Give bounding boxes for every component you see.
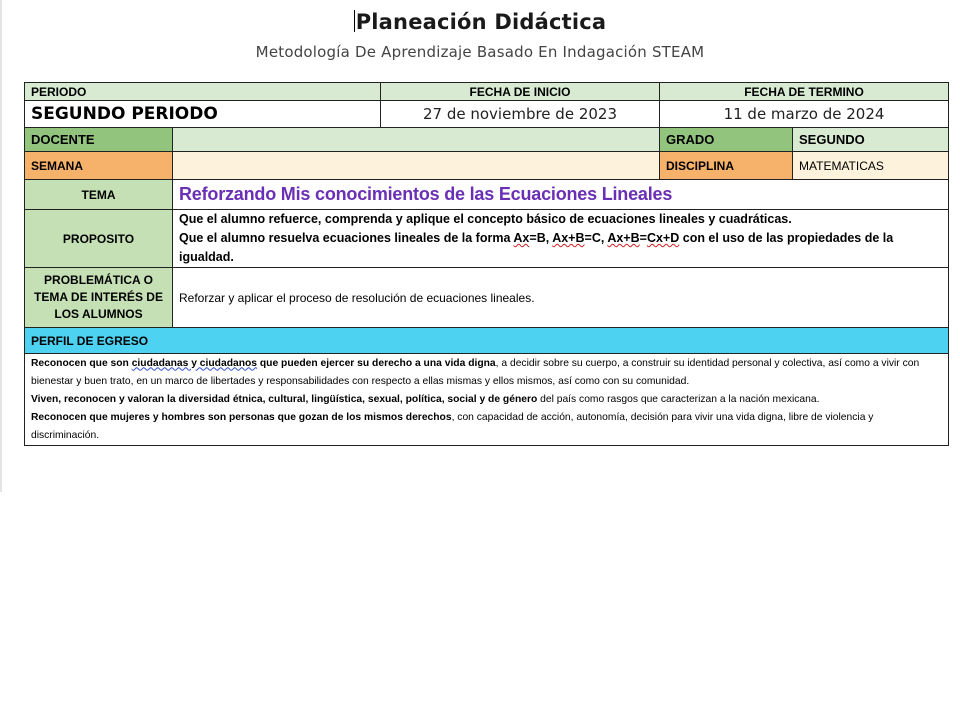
perfil-bold-text: ciudadanas y ciudadanos [131, 357, 258, 369]
perfil-text: del país como rasgos que caracterizan a la nación mexicana. [537, 393, 820, 405]
perfil-paragraph-3 [31, 409, 942, 445]
proposito-text: =C, [584, 231, 608, 245]
proposito-value[interactable] [173, 210, 949, 268]
proposito-text: = [639, 231, 647, 245]
perfil-bold-text: Reconocen que son [31, 357, 132, 369]
formula-ax: Ax [513, 231, 530, 245]
page-edge-line [0, 0, 2, 492]
proposito-text: con el uso de las propiedades de la igualdad. [179, 231, 894, 264]
perfil-bold-text: que pueden ejercer su derecho a una vida digna [257, 357, 496, 369]
docente-label: DOCENTE [25, 128, 173, 152]
fecha-inicio-value[interactable]: 27 de noviembre de 2023 [381, 101, 660, 128]
docente-value[interactable] [173, 128, 660, 152]
fecha-termino-label: FECHA DE TERMINO [660, 83, 949, 101]
perfil-bold-text: Viven, reconocen y valoran la diversidad étnica, cultural, lingüística, sexual, política, social y de género [31, 393, 538, 405]
text-cursor [354, 10, 355, 32]
grado-label: GRADO [660, 128, 793, 152]
perfil-bold-text: Reconocen que mujeres y hombres son personas que gozan de los mismos derechos [31, 411, 452, 423]
perfil-paragraph-1 [31, 355, 942, 391]
perfil-paragraph-2 [31, 391, 942, 409]
periodo-value[interactable]: SEGUNDO PERIODO [25, 101, 381, 128]
document-title-text: Planeación Didáctica [355, 10, 607, 34]
proposito-label: PROPOSITO [25, 210, 173, 268]
semana-value[interactable] [173, 152, 660, 180]
formula-cx-d: Cx+D [646, 231, 680, 245]
disciplina-label: DISCIPLINA [660, 152, 793, 180]
grado-value[interactable]: SEGUNDO [793, 128, 949, 152]
proposito-line-2 [179, 229, 942, 267]
document-title [0, 10, 960, 34]
disciplina-value[interactable]: MATEMATICAS [793, 152, 949, 180]
proposito-text: =B, [529, 231, 553, 245]
fecha-inicio-label: FECHA DE INICIO [381, 83, 660, 101]
tema-label: TEMA [25, 180, 173, 210]
proposito-text: Que el alumno resuelva ecuaciones lineales de la forma [179, 231, 514, 245]
perfil-egreso-value[interactable] [25, 354, 949, 446]
planning-table [24, 82, 949, 446]
perfil-egreso-label: PERFIL DE EGRESO [25, 328, 949, 354]
formula-ax-b: Ax+B [552, 231, 585, 245]
formula-ax-b: Ax+B [607, 231, 640, 245]
problematica-value[interactable]: Reforzar y aplicar el proceso de resolución de ecuaciones lineales. [173, 268, 949, 328]
periodo-label: PERIODO [25, 83, 381, 101]
proposito-line-1: Que el alumno refuerce, comprenda y aplique el concepto básico de ecuaciones lineales y cuadráticas. [179, 212, 792, 226]
problematica-label: PROBLEMÁTICA O TEMA DE INTERÉS DE LOS ALUMNOS [25, 268, 173, 328]
tema-value[interactable]: Reforzando Mis conocimientos de las Ecuaciones Lineales [173, 180, 949, 210]
perfil-text: , a decidir sobre su cuerpo, a construir su identidad personal y colectiva, así como a vivir con bienestar y buen trato, en un marco de libertades y responsabilidades con respecto a ellas mismas y ellos mismos, así como con su comunidad. [31, 357, 920, 387]
semana-label: SEMANA [25, 152, 173, 180]
fecha-termino-value[interactable]: 11 de marzo de 2024 [660, 101, 949, 128]
perfil-text: , con capacidad de acción, autonomía, decisión para vivir una vida digna, libre de violencia y discriminación. [31, 411, 874, 441]
document-subtitle: Metodología De Aprendizaje Basado En Indagación STEAM [255, 43, 705, 61]
